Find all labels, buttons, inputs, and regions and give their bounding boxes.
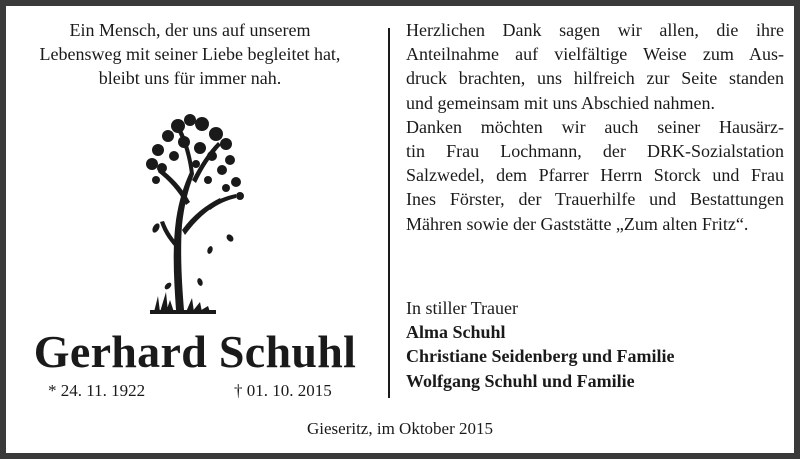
mourners-block bbox=[406, 296, 784, 393]
thanks-line: Ines Förster, der Trauerhilfe und Bestattungen bbox=[406, 189, 784, 210]
mourner-name: Wolfgang Schuhl und Familie bbox=[406, 370, 635, 391]
tree-illustration bbox=[138, 110, 248, 320]
quote-line: bleibt uns für immer nah. bbox=[98, 68, 282, 88]
memorial-quote bbox=[20, 18, 360, 90]
obituary-card bbox=[6, 6, 794, 453]
thanks-line: Anteilnahme auf vielfältige Weise zum Aus- bbox=[406, 44, 784, 65]
thanks-line: Salzwedel, dem Pfarrer Herrn Storck und Frau bbox=[406, 165, 784, 186]
quote-line: Lebensweg mit seiner Liebe begleitet hat, bbox=[39, 44, 341, 64]
thanks-line: Mähren sowie der Gaststätte „Zum alten Fritz“. bbox=[406, 213, 749, 234]
mourner-name: Christiane Seidenberg und Familie bbox=[406, 346, 675, 367]
thanks-line: Herzlichen Dank sagen wir allen, die ihre bbox=[406, 20, 784, 40]
thanks-line: und gemeinsam mit uns Abschied nahmen. bbox=[406, 92, 715, 113]
birth-date: * 24. 11. 1922 bbox=[48, 381, 146, 400]
place-date: Gieseritz, im Oktober 2015 bbox=[306, 419, 493, 438]
column-divider bbox=[388, 28, 390, 398]
thanks-line: druck brachten, uns hilfreich zur Seite standen bbox=[406, 68, 784, 89]
mourners-intro: In stiller Trauer bbox=[406, 298, 518, 318]
deceased-name: Gerhard Schuhl bbox=[33, 326, 357, 377]
thank-you-text bbox=[406, 18, 784, 236]
death-date: † 01. 10. 2015 bbox=[234, 381, 332, 400]
quote-line: Ein Mensch, der uns auf unserem bbox=[69, 20, 311, 40]
thanks-line: Danken möchten wir auch seiner Hausärz- bbox=[406, 116, 784, 137]
thanks-line: tin Frau Lochmann, der DRK-Sozialstation bbox=[406, 141, 784, 162]
mourner-name: Alma Schuhl bbox=[406, 322, 506, 343]
